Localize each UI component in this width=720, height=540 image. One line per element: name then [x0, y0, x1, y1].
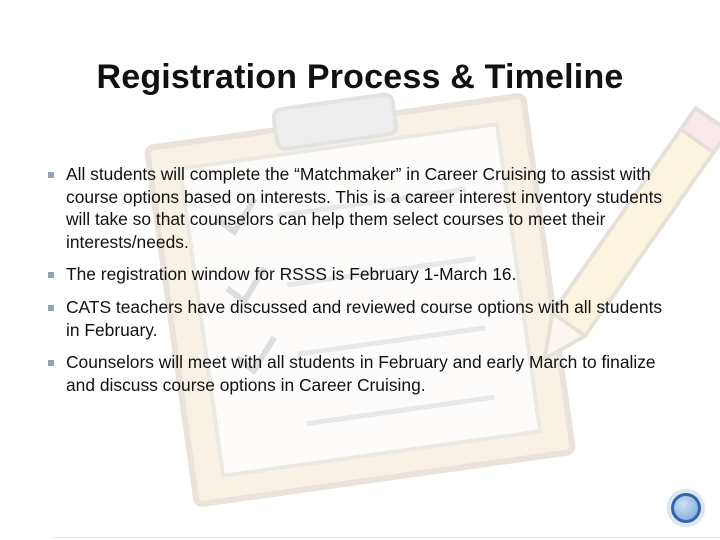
slide-nav-button[interactable]	[668, 490, 704, 526]
square-bullet-icon	[48, 305, 54, 311]
bullet-item	[48, 296, 668, 341]
footer-divider	[52, 537, 720, 538]
bullet-item	[48, 351, 668, 396]
square-bullet-icon	[48, 172, 54, 178]
bullet-item	[48, 263, 668, 286]
square-bullet-icon	[48, 272, 54, 278]
bullet-text: CATS teachers have discussed and reviewed course options with all students in February.	[66, 296, 663, 340]
bullet-text: Counselors will meet with all students in February and early March to finalize and discuss course options in Career Cruising.	[66, 352, 656, 395]
bullet-item	[48, 163, 668, 253]
slide-title: Registration Process & Timeline	[96, 58, 624, 96]
bullet-text: The registration window for RSSS is February 1-March 16.	[66, 264, 517, 285]
bullet-text: All students will complete the “Matchmaker” in Career Cruising to assist with course options based on interests. This is a career interest inventory students will take so that counselors can help them select courses to meet their interests/needs.	[66, 164, 663, 252]
bullet-list	[48, 163, 668, 406]
square-bullet-icon	[48, 360, 54, 366]
circle-navigation-icon	[671, 493, 701, 523]
